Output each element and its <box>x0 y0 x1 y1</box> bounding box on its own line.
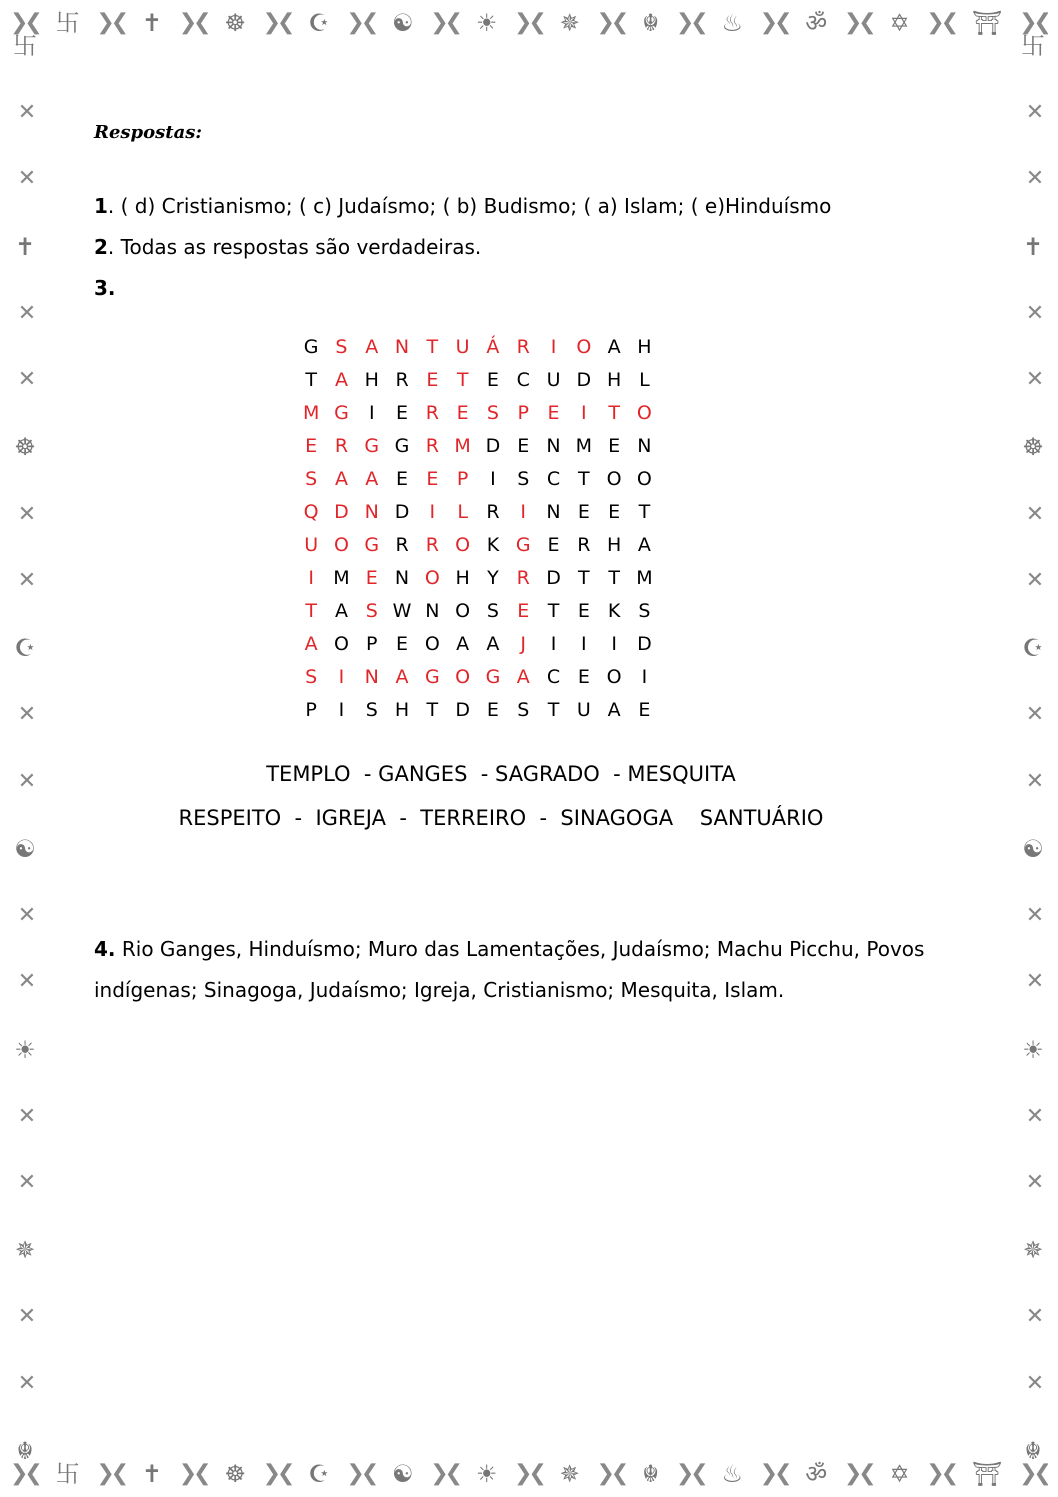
grid-cell: A <box>395 666 409 688</box>
answer-4-number: 4. <box>94 937 116 961</box>
grid-cell: R <box>425 534 439 556</box>
grid-cell: S <box>365 699 378 721</box>
grid-cell: D <box>485 435 501 457</box>
chevron-ornament: ✕ <box>17 300 33 326</box>
grid-cell: H <box>394 699 410 721</box>
torii-icon: ⛩ <box>971 9 1003 37</box>
chevron-ornament: ❯❮ <box>843 10 873 35</box>
grid-cell: M <box>636 567 653 589</box>
grid-cell: T <box>426 699 439 721</box>
grid-cell: T <box>547 699 560 721</box>
grid-cell: G <box>303 336 319 358</box>
grid-cell: T <box>456 369 469 391</box>
grid-cell: N <box>364 666 379 688</box>
chevron-ornament: ✕ <box>17 969 33 995</box>
grid-cell: O <box>636 468 652 490</box>
grid-cell: O <box>333 633 349 655</box>
grid-cell: H <box>455 567 470 589</box>
grid-cell: I <box>338 666 345 688</box>
grid-cell: A <box>456 633 470 655</box>
grid-cell: M <box>575 435 593 457</box>
chevron-ornament: ✕ <box>1025 1169 1041 1195</box>
grid-cell: I <box>429 501 436 523</box>
grid-cell: U <box>455 336 470 358</box>
chevron-ornament: ❯❮ <box>96 1461 126 1486</box>
sun-icon: ☀ <box>475 9 498 37</box>
grid-cell: I <box>520 501 527 523</box>
chevron-ornament: ✕ <box>17 768 33 794</box>
khanda-icon: ☬ <box>642 1460 660 1488</box>
grid-cell: R <box>516 336 530 358</box>
grid-cell: M <box>302 402 320 424</box>
chevron-ornament: ❯❮ <box>759 1461 789 1486</box>
grid-cell: C <box>546 468 561 490</box>
grid-cell: K <box>607 600 621 622</box>
grid-cell: O <box>606 468 622 490</box>
grid-cell: S <box>517 699 530 721</box>
grid-cell: O <box>576 336 592 358</box>
grid-cell: E <box>456 402 469 424</box>
yin-yang-icon: ☯ <box>1022 834 1044 863</box>
star-icon: ✵ <box>559 9 580 37</box>
grid-cell: S <box>305 468 318 490</box>
grid-cell: N <box>394 567 410 589</box>
grid-cell: H <box>364 369 379 391</box>
grid-cell: O <box>606 666 622 688</box>
grid-cell: E <box>608 501 621 523</box>
grid-cell: E <box>486 369 499 391</box>
grid-cell: N <box>394 336 410 358</box>
grid-cell: M <box>454 435 471 457</box>
grid-cell: Á <box>486 336 500 358</box>
chevron-ornament: ❯❮ <box>346 1461 376 1486</box>
dharma-wheel-icon: ☸ <box>224 1460 246 1488</box>
answer-2 <box>94 235 481 259</box>
grid-cell: D <box>394 501 410 523</box>
grid-cell: R <box>425 402 439 424</box>
grid-cell: A <box>304 633 318 655</box>
grid-cell: P <box>456 468 469 490</box>
grid-cell: T <box>608 402 620 424</box>
grid-cell: P <box>305 699 317 721</box>
grid-cell: A <box>607 336 621 358</box>
chevron-ornament: ❯❮ <box>346 10 376 35</box>
grid-cell: S <box>517 468 530 490</box>
chevron-ornament: ❯❮ <box>430 10 460 35</box>
grid-cell: A <box>607 699 621 721</box>
word-list-line-2: RESPEITO - IGREJA - TERREIRO - SINAGOGA SANTUÁRIO <box>178 806 824 830</box>
cross-icon: ✝ <box>1022 232 1044 261</box>
chevron-ornament: ❯❮ <box>514 1461 543 1486</box>
chevron-ornament: ✕ <box>1025 567 1041 593</box>
answer-1 <box>94 194 831 218</box>
grid-cell: M <box>333 567 350 589</box>
chevron-ornament: ❯❮ <box>10 1461 39 1486</box>
grid-cell: E <box>577 600 590 622</box>
chevron-ornament: ✕ <box>17 567 33 593</box>
chevron-ornament: ✕ <box>1025 367 1041 393</box>
flame-icon: ♨ <box>721 1460 743 1488</box>
grid-cell: D <box>546 567 561 589</box>
grid-cell: R <box>486 501 500 523</box>
chevron-ornament: ❯❮ <box>759 10 789 35</box>
grid-cell: T <box>547 600 560 622</box>
grid-cell: U <box>576 699 591 721</box>
chevron-ornament: ❯❮ <box>596 10 626 35</box>
grid-cell: T <box>638 501 651 523</box>
grid-cell: E <box>486 699 499 721</box>
grid-cell: J <box>520 633 527 655</box>
grid-cell: I <box>490 468 496 490</box>
yin-yang-icon: ☯ <box>391 1460 414 1488</box>
grid-cell: K <box>486 534 500 556</box>
grid-cell: T <box>426 336 439 358</box>
grid-cell: I <box>550 336 557 358</box>
grid-cell: A <box>334 600 348 622</box>
grid-cell: R <box>395 369 409 391</box>
grid-cell: E <box>547 402 560 424</box>
chevron-ornament: ✕ <box>17 1304 33 1330</box>
grid-cell: E <box>577 666 590 688</box>
grid-cell: A <box>334 369 348 391</box>
chevron-ornament: ✕ <box>1025 969 1041 995</box>
chevron-ornament: ✕ <box>1025 1103 1041 1129</box>
chevron-ornament: ❯❮ <box>262 1461 292 1486</box>
chevron-ornament: ❯❮ <box>10 10 39 35</box>
grid-cell: E <box>547 534 560 556</box>
answer-2-number: 2 <box>94 235 108 259</box>
grid-cell: R <box>334 435 349 457</box>
torii-icon: ⛩ <box>971 1460 1003 1488</box>
chevron-ornament: ✕ <box>17 1169 33 1195</box>
grid-cell: Y <box>487 567 499 589</box>
chevron-ornament: ❯❮ <box>675 1461 705 1486</box>
grid-cell: A <box>486 633 500 655</box>
star-of-david-icon: ✡ <box>889 1460 910 1488</box>
grid-cell: E <box>608 435 621 457</box>
crescent-icon: ☪ <box>14 634 36 663</box>
chevron-ornament: ✕ <box>17 1370 33 1396</box>
flame-icon: ♨ <box>721 9 743 37</box>
yin-yang-icon: ☯ <box>391 9 414 37</box>
grid-cell: H <box>606 369 622 391</box>
chevron-ornament: ✕ <box>1025 702 1041 728</box>
grid-cell: S <box>486 600 499 622</box>
chevron-ornament: ✕ <box>1025 1370 1041 1396</box>
chevron-ornament: ✕ <box>17 501 33 527</box>
grid-cell: E <box>426 369 439 391</box>
chevron-ornament: ❯❮ <box>96 10 126 35</box>
grid-cell: Q <box>303 501 319 523</box>
grid-cell: D <box>455 699 470 721</box>
star-icon: ✵ <box>1022 1236 1044 1265</box>
grid-cell: T <box>305 369 317 391</box>
cross-icon: ✝ <box>141 1460 163 1488</box>
grid-cell: C <box>516 369 530 391</box>
grid-cell: G <box>424 666 440 688</box>
decorative-border-top <box>10 6 1048 40</box>
star-icon: ✵ <box>14 1236 36 1265</box>
grid-cell: E <box>517 600 530 622</box>
chevron-ornament: ✕ <box>1025 1304 1041 1330</box>
grid-cell: S <box>486 402 499 424</box>
star-of-david-icon: ✡ <box>889 9 910 37</box>
grid-cell: G <box>394 435 410 457</box>
grid-cell: E <box>426 468 439 490</box>
chevron-ornament: ✕ <box>1025 100 1041 126</box>
grid-cell: E <box>638 699 651 721</box>
chevron-ornament: ✕ <box>17 702 33 728</box>
chevron-ornament: ❯❮ <box>926 1461 956 1486</box>
grid-cell: T <box>578 567 590 589</box>
grid-cell: L <box>457 501 468 523</box>
grid-cell: I <box>550 633 557 655</box>
grid-cell: E <box>577 501 590 523</box>
grid-cell: O <box>636 402 652 424</box>
grid-cell: S <box>365 600 378 622</box>
grid-cell: O <box>333 534 349 556</box>
grid-cell: N <box>546 435 561 457</box>
grid-cell: T <box>608 567 620 589</box>
khanda-icon: ☬ <box>642 9 660 37</box>
grid-cell: N <box>637 435 652 457</box>
grid-cell: I <box>611 633 617 655</box>
answer-4-text: Rio Ganges, Hinduísmo; Muro das Lamentações, Judaísmo; Machu Picchu, Povos indígenas; Sinagoga, Judaísmo; Igreja, Cristianismo; Mesquita, Islam. <box>94 937 925 1002</box>
cross-icon: ✝ <box>14 232 36 261</box>
grid-cell: A <box>637 534 651 556</box>
answer-1-number: 1 <box>94 194 108 218</box>
chevron-ornament: ❯❮ <box>1019 1461 1048 1486</box>
grid-cell: H <box>606 534 622 556</box>
chevron-ornament: ✕ <box>17 166 33 192</box>
grid-cell: P <box>366 633 378 655</box>
word-list-line-1: TEMPLO - GANGES - SAGRADO - MESQUITA <box>266 762 736 786</box>
dharma-wheel-icon: ☸ <box>1022 433 1044 462</box>
grid-cell: O <box>455 534 471 556</box>
sun-icon: ☀ <box>1022 1035 1044 1064</box>
grid-cell: N <box>546 501 561 523</box>
cross-icon: ✝ <box>141 9 163 37</box>
chevron-ornament: ✕ <box>17 903 33 929</box>
grid-cell: A <box>365 336 379 358</box>
crescent-icon: ☪ <box>1022 634 1044 663</box>
chevron-ornament: ✕ <box>1025 903 1041 929</box>
grid-cell: I <box>368 402 375 424</box>
grid-cell: C <box>546 666 561 688</box>
grid-cell: G <box>364 534 380 556</box>
word-search-grid <box>296 331 660 727</box>
chevron-ornament: ❯❮ <box>514 10 543 35</box>
dharma-wheel-icon: ☸ <box>14 433 36 462</box>
answer-3 <box>94 276 116 300</box>
grid-cell: I <box>308 567 314 589</box>
grid-cell: H <box>637 336 652 358</box>
om-icon: ॐ <box>805 1460 828 1488</box>
swastika-icon: 卐 <box>1021 34 1045 60</box>
grid-cell: I <box>338 699 345 721</box>
grid-cell: E <box>396 468 409 490</box>
grid-cell: T <box>305 600 317 622</box>
khanda-icon: ☬ <box>16 1436 34 1463</box>
answer-2-text: . Todas as respostas são verdadeiras. <box>107 235 482 259</box>
chevron-ornament: ✕ <box>17 100 33 126</box>
chevron-ornament: ❯❮ <box>675 10 705 35</box>
sun-icon: ☀ <box>475 1460 498 1488</box>
grid-cell: L <box>639 369 650 391</box>
answer-1-text: . ( d) Cristianismo; ( c) Judaísmo; ( b) Budismo; ( a) Islam; ( e)Hinduísmo <box>107 194 832 218</box>
grid-cell: R <box>516 567 530 589</box>
decorative-border-left <box>10 34 40 1463</box>
grid-cell: O <box>424 633 440 655</box>
grid-cell: I <box>641 666 648 688</box>
grid-cell: O <box>424 567 440 589</box>
grid-cell: S <box>335 336 348 358</box>
grid-cell: E <box>305 435 318 457</box>
chevron-ornament: ❯❮ <box>430 1461 460 1486</box>
decorative-border-right <box>1018 34 1048 1463</box>
grid-cell: D <box>334 501 349 523</box>
grid-cell: E <box>365 567 378 589</box>
dharma-wheel-icon: ☸ <box>224 9 246 37</box>
grid-cell: W <box>392 600 412 622</box>
grid-cell: T <box>578 468 590 490</box>
chevron-ornament: ❯❮ <box>926 10 956 35</box>
grid-cell: S <box>305 666 318 688</box>
grid-cell: N <box>364 501 379 523</box>
answer-3-number: 3. <box>94 276 116 300</box>
grid-cell: U <box>304 534 319 556</box>
crescent-icon: ☪ <box>308 9 330 37</box>
swastika-icon: 卐 <box>55 1460 80 1488</box>
grid-cell: S <box>638 600 651 622</box>
decorative-border-bottom <box>10 1457 1048 1491</box>
grid-cell: I <box>581 402 587 424</box>
chevron-ornament: ❯❮ <box>178 10 208 35</box>
grid-cell: E <box>517 435 530 457</box>
sun-icon: ☀ <box>14 1035 36 1064</box>
grid-cell: G <box>515 534 531 556</box>
star-icon: ✵ <box>559 1460 580 1488</box>
swastika-icon: 卐 <box>55 9 80 37</box>
grid-cell: A <box>365 468 379 490</box>
grid-cell: G <box>364 435 380 457</box>
grid-cell: N <box>425 600 440 622</box>
chevron-ornament: ✕ <box>1025 166 1041 192</box>
chevron-ornament: ❯❮ <box>178 1461 208 1486</box>
grid-cell: E <box>396 633 409 655</box>
grid-cell: A <box>334 468 348 490</box>
grid-cell: R <box>395 534 409 556</box>
grid-cell: D <box>576 369 592 391</box>
grid-cell: E <box>396 402 409 424</box>
grid-cell: R <box>577 534 591 556</box>
chevron-ornament: ✕ <box>17 1103 33 1129</box>
answer-4 <box>94 929 954 1011</box>
grid-cell: O <box>455 666 471 688</box>
grid-cell: D <box>637 633 652 655</box>
page-title: Respostas: <box>94 122 203 143</box>
grid-cell: O <box>455 600 471 622</box>
grid-cell: R <box>425 435 439 457</box>
om-icon: ॐ <box>805 9 828 37</box>
chevron-ornament: ❯❮ <box>843 1461 873 1486</box>
grid-cell: A <box>516 666 530 688</box>
chevron-ornament: ✕ <box>1025 768 1041 794</box>
grid-cell: P <box>517 402 529 424</box>
chevron-ornament: ❯❮ <box>596 1461 626 1486</box>
swastika-icon: 卐 <box>13 34 37 60</box>
yin-yang-icon: ☯ <box>14 834 36 863</box>
khanda-icon: ☬ <box>1024 1436 1042 1463</box>
chevron-ornament: ✕ <box>1025 300 1041 326</box>
grid-cell: G <box>485 666 501 688</box>
chevron-ornament: ✕ <box>1025 501 1041 527</box>
grid-cell: G <box>334 402 349 424</box>
grid-cell: U <box>546 369 561 391</box>
crescent-icon: ☪ <box>308 1460 330 1488</box>
chevron-ornament: ❯❮ <box>262 10 292 35</box>
chevron-ornament: ❯❮ <box>1019 10 1048 35</box>
chevron-ornament: ✕ <box>17 367 33 393</box>
grid-cell: I <box>581 633 587 655</box>
